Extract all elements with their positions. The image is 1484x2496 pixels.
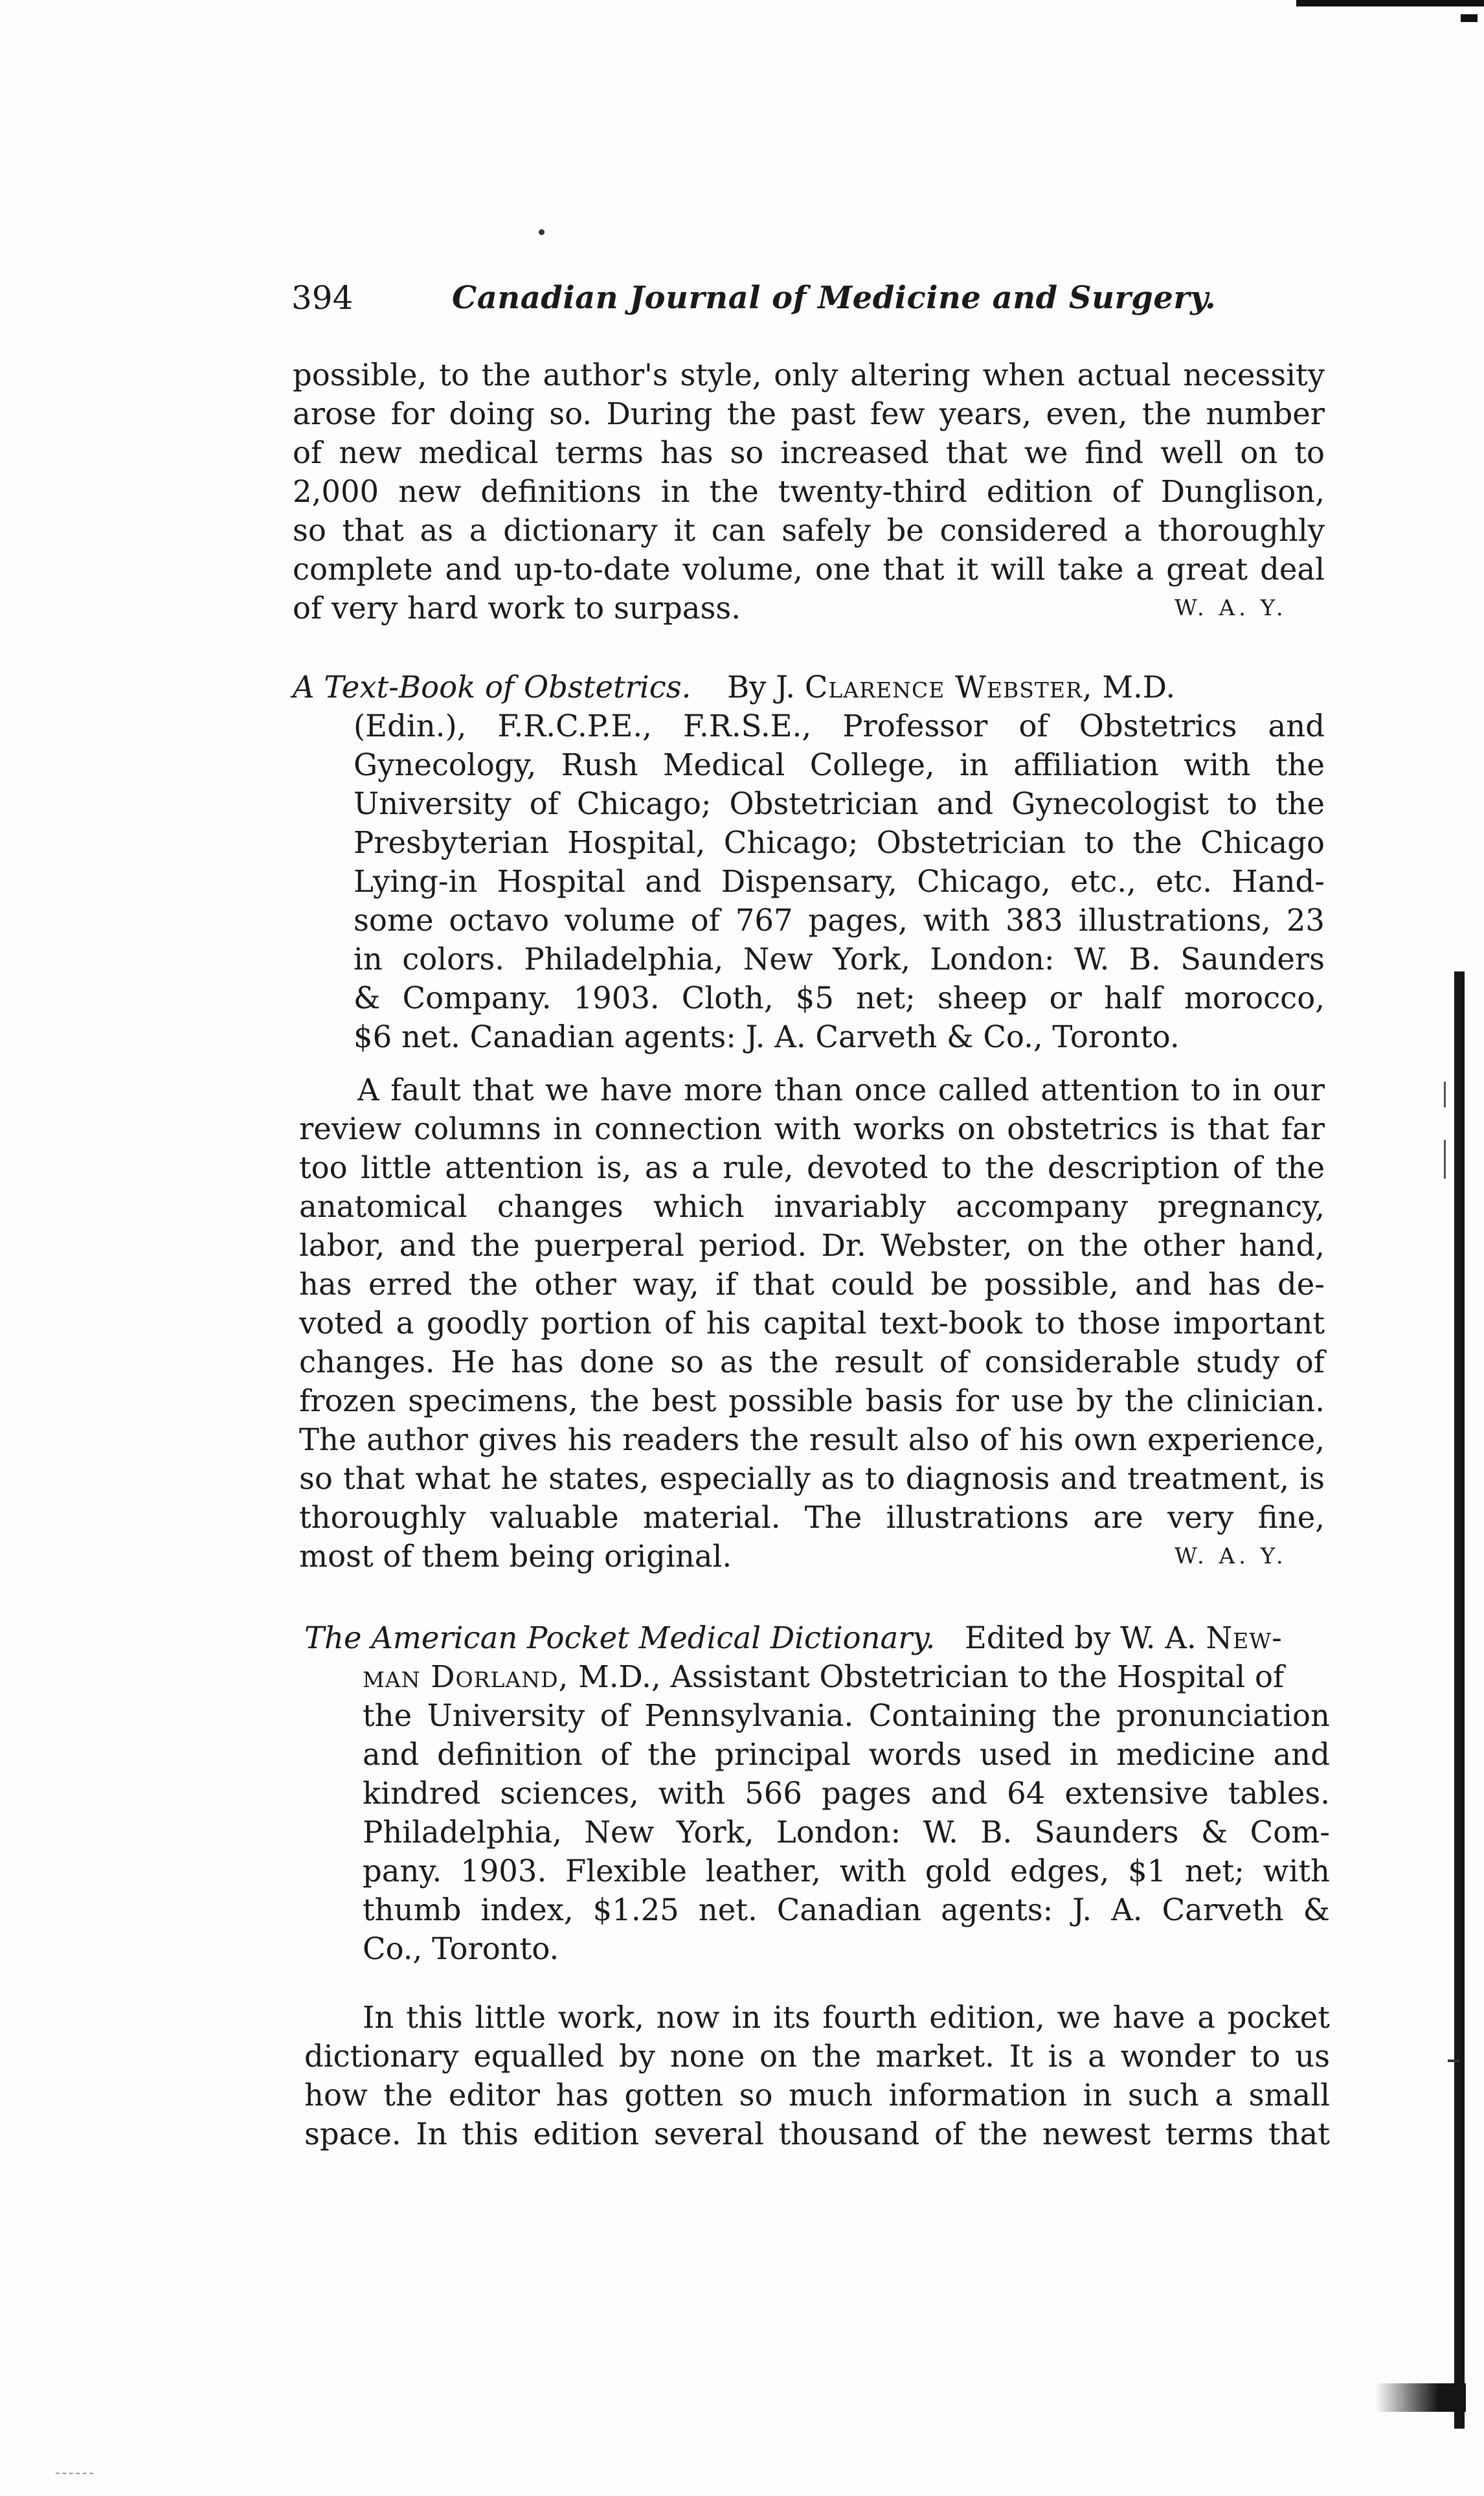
- heading-first-line: [304, 1618, 1330, 1658]
- author-name: man Dorland,: [363, 1659, 569, 1694]
- text-line: A fault that we have more than once called attention to in our: [357, 1072, 1325, 1107]
- heading-line: Co., Toronto.: [363, 1931, 559, 1966]
- heading-line: [363, 1657, 1330, 1697]
- ink-speck: [539, 229, 545, 235]
- scan-edge-mark: [1296, 0, 1484, 6]
- ink-speck: [1448, 2059, 1459, 2062]
- scan-edge-mark: [1461, 14, 1478, 22]
- text-line: In this little work, now in its fourth edition, we have a pocket: [363, 2000, 1330, 2035]
- text-line: of new medical terms has so increased that we find well on to: [293, 435, 1325, 470]
- heading-line: & Company. 1903. Cloth, $5 net; sheep or half morocco,: [354, 981, 1325, 1015]
- text-line: how the editor has gotten so much information in such a small: [304, 2078, 1330, 2113]
- reviewer-signature: W. A. Y.: [1175, 595, 1287, 621]
- text-line: arose for doing so. During the past few years, even, the number: [293, 396, 1325, 431]
- scan-edge-mark: [56, 2473, 93, 2478]
- text-line: labor, and the puerperal period. Dr. Webster, on the other hand,: [299, 1228, 1325, 1263]
- text-line: of very hard work to surpass.: [293, 591, 741, 626]
- margin-mark: [1444, 1082, 1446, 1107]
- heading-line: thumb index, $1.25 net. Canadian agents: J. A. Carveth &: [363, 1892, 1330, 1927]
- text-line: dictionary equalled by none on the market. It is a wonder to us: [304, 2039, 1330, 2074]
- text-line: anatomical changes which invariably accompany pregnancy,: [299, 1189, 1325, 1224]
- heading-line: Philadelphia, New York, London: W. B. Saunders & Com-: [363, 1815, 1330, 1850]
- edited-by-text: Edited by W. A.: [964, 1620, 1197, 1655]
- running-head: [291, 272, 1327, 324]
- author-credentials: M.D., Assistant Obstetrician to the Hospital of: [578, 1659, 1285, 1694]
- text-line: thoroughly valuable material. The illustrations are very fine,: [299, 1500, 1325, 1535]
- heading-first-line: [293, 667, 1325, 707]
- text-line: review columns in connection with works on obstetrics is that far: [299, 1111, 1325, 1146]
- text-line: voted a goodly portion of his capital text-book to those important: [299, 1306, 1325, 1341]
- reviewer-signature: W. A. Y.: [1175, 1543, 1287, 1569]
- by-text: By J.: [727, 670, 796, 705]
- text-line: possible, to the author's style, only altering when actual necessity: [293, 357, 1325, 392]
- book-title: The American Pocket Medical Dictionary.: [304, 1620, 936, 1655]
- author-name: Clarence Webster,: [804, 670, 1093, 705]
- text-line: so that what he states, especially as to diagnosis and treatment, is: [299, 1461, 1325, 1496]
- text-line: 2,000 new definitions in the twenty-third edition of Dunglison,: [293, 474, 1325, 509]
- text-line: complete and up-to-date volume, one that it will take a great deal: [293, 552, 1325, 587]
- heading-line: some octavo volume of 767 pages, with 383 illustrations, 23: [354, 903, 1325, 938]
- text-line: space. In this edition several thousand of the newest terms that: [304, 2116, 1330, 2151]
- page-number: 394: [291, 279, 354, 317]
- book-title: A Text-Book of Obstetrics.: [293, 670, 691, 705]
- heading-line: the University of Pennsylvania. Containing the pronunciation: [363, 1698, 1330, 1733]
- text-line: changes. He has done so as the result of considerable study of: [299, 1344, 1325, 1379]
- heading-line: kindred sciences, with 566 pages and 64 extensive tables.: [363, 1776, 1330, 1811]
- page-binding-shadow: [1375, 2383, 1466, 2412]
- text-line: has erred the other way, if that could be possible, and has de-: [299, 1267, 1325, 1302]
- heading-line: Presbyterian Hospital, Chicago; Obstetrician to the Chicago: [354, 825, 1325, 860]
- journal-title: Canadian Journal of Medicine and Surgery.: [452, 280, 1217, 316]
- text-line: frozen specimens, the best possible basis for use by the clinician.: [299, 1383, 1325, 1418]
- text-line: too little attention is, as a rule, devoted to the description of the: [299, 1150, 1325, 1185]
- text-line: The author gives his readers the result also of his own experience,: [299, 1422, 1325, 1457]
- heading-line: University of Chicago; Obstetrician and Gynecologist to the: [354, 786, 1325, 821]
- page-binding-shadow: [1454, 971, 1465, 2429]
- text-line: so that as a dictionary it can safely be considered a thoroughly: [293, 513, 1325, 548]
- author-name: New-: [1206, 1620, 1283, 1655]
- heading-line: Lying-in Hospital and Dispensary, Chicago, etc., etc. Hand-: [354, 864, 1325, 899]
- heading-line: (Edin.), F.R.C.P.E., F.R.S.E., Professor of Obstetrics and: [354, 709, 1325, 743]
- text-line: most of them being original.: [299, 1539, 732, 1574]
- heading-line: in colors. Philadelphia, New York, London: W. B. Saunders: [354, 942, 1325, 977]
- heading-line: $6 net. Canadian agents: J. A. Carveth & Co., Toronto.: [354, 1019, 1180, 1054]
- heading-line: Gynecology, Rush Medical College, in affiliation with the: [354, 747, 1325, 782]
- heading-line: pany. 1903. Flexible leather, with gold edges, $1 net; with: [363, 1854, 1330, 1889]
- author-degree: M.D.: [1102, 670, 1176, 705]
- heading-line: and definition of the principal words used in medicine and: [363, 1737, 1330, 1772]
- margin-mark: [1444, 1140, 1446, 1179]
